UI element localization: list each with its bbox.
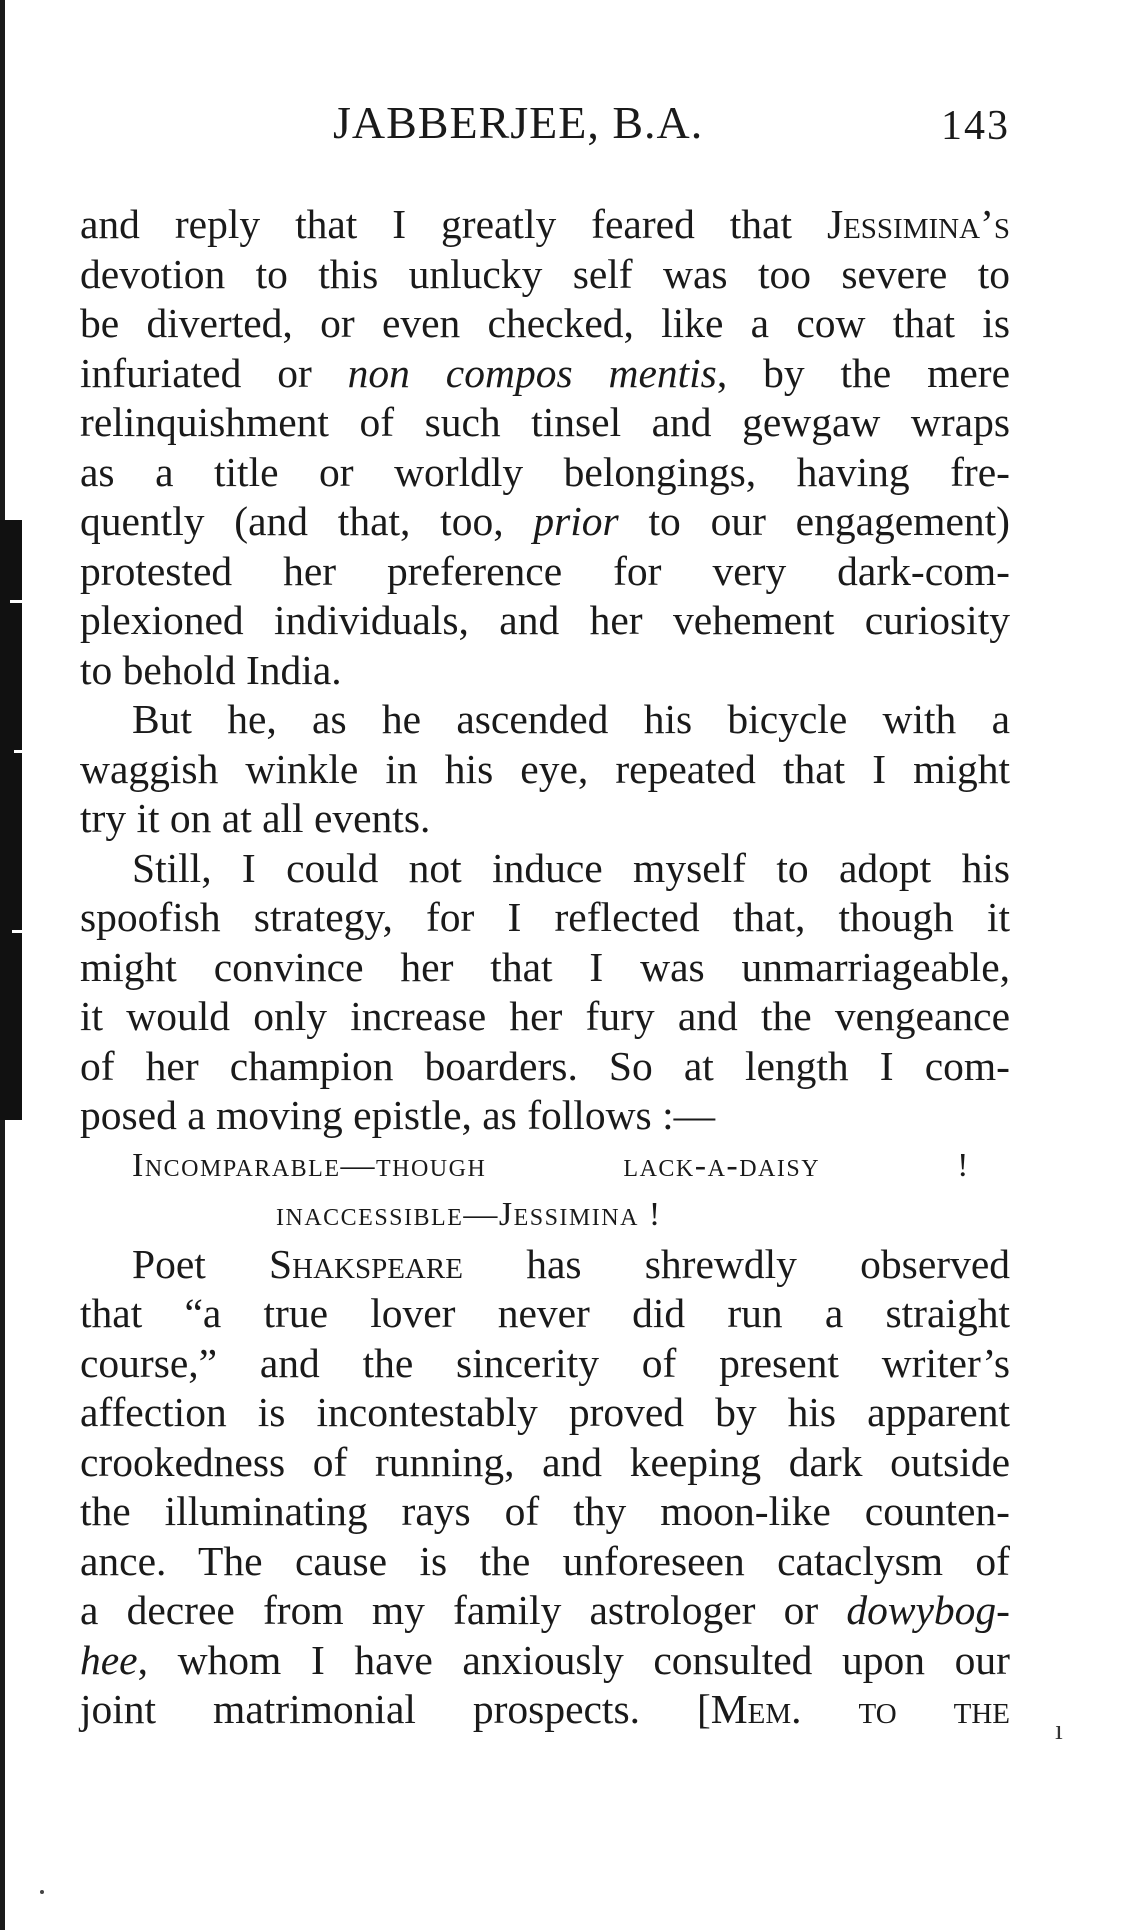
text-line: course,” and the sincerity of present writer’s <box>80 1339 1010 1386</box>
text-line: relinquishment of such tinsel and gewgaw wraps <box>80 399 1010 445</box>
paragraph-2 <box>80 695 1010 844</box>
name-shakspeare: Shakspeare <box>269 1240 463 1287</box>
page-header <box>80 96 1010 156</box>
text-line: protested her preference for very dark-com- <box>80 547 1010 594</box>
small-caps-phrase: Mem. to the <box>710 1686 1010 1732</box>
margin-mark: ı <box>1055 1715 1063 1746</box>
running-head: JABBERJEE, B.A. <box>333 97 704 148</box>
binding-notch <box>10 600 22 603</box>
text-line: posed a moving epistle, as follows :— <box>80 1092 716 1138</box>
binding-notch <box>14 750 26 753</box>
salutation-line: inaccessible—Jessimina ! <box>276 1196 662 1233</box>
letter-salutation <box>80 1141 1010 1240</box>
page-body <box>80 200 1010 1735</box>
text-line: be diverted, or even checked, like a cow that is <box>80 300 1010 346</box>
text-line: crookedness of running, and keeping dark outside <box>80 1438 1010 1485</box>
name-jessimina: Jessimina’s <box>826 201 1010 247</box>
binding-notch <box>12 930 24 933</box>
text-line: But he, as he ascended his bicycle with a <box>132 696 1010 742</box>
text-line: of her champion boarders. So at length I com- <box>80 1042 1010 1089</box>
text-line: Still, I could not induce myself to adopt his <box>132 844 1010 891</box>
binding-shadow <box>0 520 22 1120</box>
text-line: Poet Shakspeare has shrewdly observed <box>132 1240 1010 1287</box>
text-line: infuriated or non compos mentis, by the mere <box>80 349 1011 396</box>
paragraph-3 <box>80 844 1010 1141</box>
paragraph-4 <box>80 1240 1010 1735</box>
paragraph-1 <box>80 200 1010 695</box>
text-line: waggish winkle in his eye, repeated that I might <box>80 745 1010 792</box>
text-line: plexioned individuals, and her vehement curiosity <box>80 597 1010 643</box>
text-line: spoofish strategy, for I reflected that, though it <box>80 894 1010 940</box>
italic-word: prior <box>533 498 619 544</box>
text-line: might convince her that I was unmarriageable, <box>80 943 1010 990</box>
italic-word: dowybog- <box>846 1587 1010 1633</box>
text-line: quently (and that, too, prior to our engagement) <box>80 498 1010 544</box>
text-line: that “a true lover never did run a straight <box>80 1290 1010 1336</box>
text-line: it would only increase her fury and the vengeance <box>80 993 1010 1039</box>
text-line: devotion to this unlucky self was too severe to <box>80 250 1010 297</box>
text-line: ance. The cause is the unforeseen cataclysm of <box>80 1537 1010 1584</box>
text-line: as a title or worldly belongings, having fre- <box>80 448 1010 495</box>
text-line: the illuminating rays of thy moon-like counten- <box>80 1488 1010 1534</box>
text-line: a decree from my family astrologer or dowybog- <box>80 1587 1010 1633</box>
text-line: hee, whom I have anxiously consulted upon our <box>80 1636 1010 1683</box>
text-line: joint matrimonial prospects. [Mem. to the <box>80 1686 1010 1732</box>
text-line: try it on at all events. <box>80 795 431 841</box>
salutation-line: Incomparable—though lack-a-daisy ! <box>132 1146 970 1184</box>
text-line: and reply that I greatly feared that Jessimina’s <box>80 201 1010 247</box>
italic-word: hee <box>80 1636 138 1683</box>
italic-phrase: non compos mentis <box>347 349 717 396</box>
speck <box>40 1890 44 1894</box>
text-line: to behold India. <box>80 646 342 693</box>
text-line: affection is incontestably proved by his apparent <box>80 1389 1010 1435</box>
page-number: 143 <box>941 103 1010 149</box>
